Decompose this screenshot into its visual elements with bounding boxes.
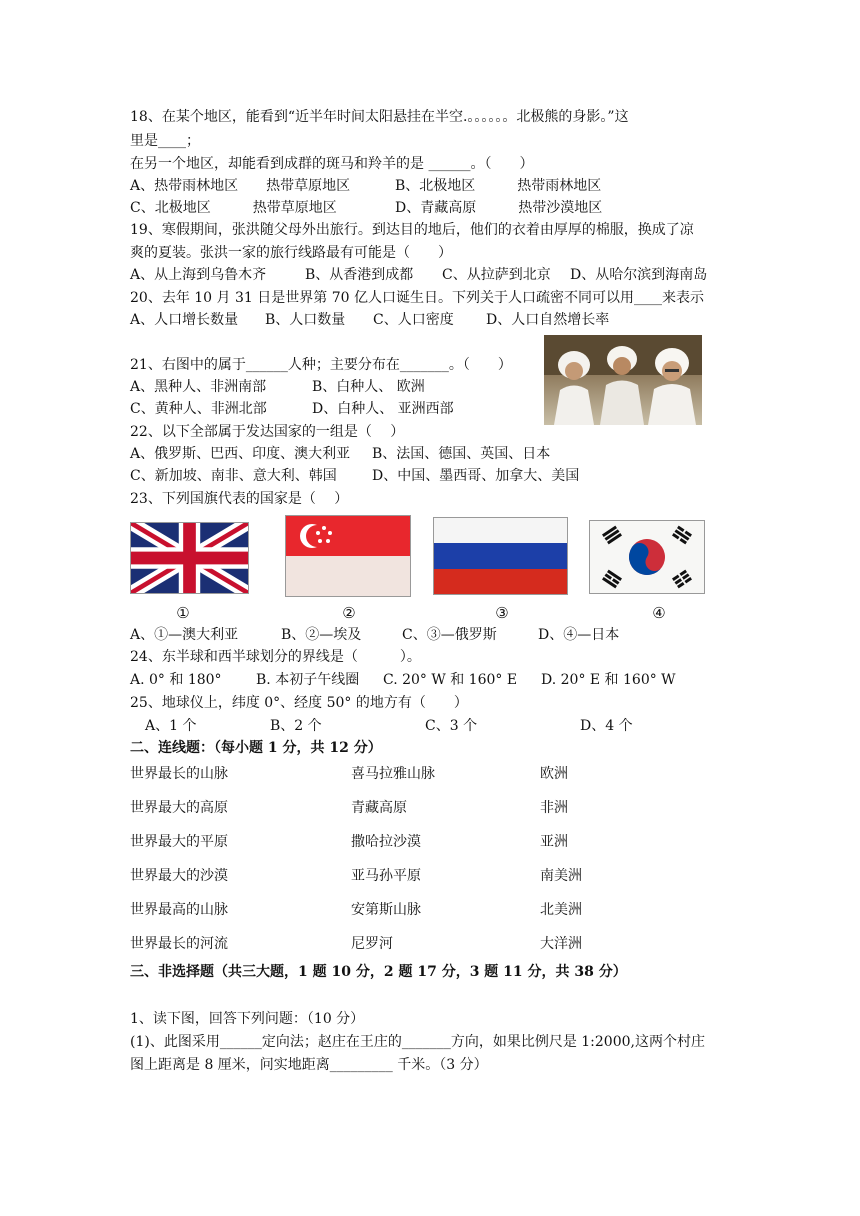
section3-q1-part1-line2: 图上距离是 8 厘米，问实地距离_________ 千米。（3 分） xyxy=(130,1057,488,1073)
section2-heading: 二、连线题：（每小题 1 分，共 12 分） xyxy=(130,740,382,756)
q20-option-a[interactable]: A、人口增长数量 xyxy=(130,312,239,328)
q22-option-b[interactable]: B、法国、德国、英国、日本 xyxy=(372,446,551,462)
match-middle-2[interactable]: 青藏高原 xyxy=(351,800,407,816)
q19-option-a[interactable]: A、从上海到乌鲁木齐 xyxy=(130,267,267,283)
q21-option-b[interactable]: B、白种人、 欧洲 xyxy=(312,379,425,395)
match-right-4[interactable]: 南美洲 xyxy=(540,868,582,884)
q23-option-b[interactable]: B、②—埃及 xyxy=(281,627,362,643)
q18-option-b[interactable]: B、北极地区 热带雨林地区 xyxy=(395,178,602,194)
match-middle-1[interactable]: 喜马拉雅山脉 xyxy=(351,766,435,782)
match-left-6[interactable]: 世界最长的河流 xyxy=(130,936,228,952)
russia-flag xyxy=(433,517,568,595)
uk-flag xyxy=(130,522,249,594)
match-middle-5[interactable]: 安第斯山脉 xyxy=(351,902,421,918)
q19-option-c[interactable]: C、从拉萨到北京 xyxy=(442,267,551,283)
match-middle-3[interactable]: 撒哈拉沙漠 xyxy=(351,834,421,850)
match-right-1[interactable]: 欧洲 xyxy=(540,766,568,782)
section3-q1-stem: 1、读下图，回答下列问题：（10 分） xyxy=(130,1011,365,1027)
q25-stem-line1: 25、地球仪上，纬度 0°、经度 50° 的地方有（ ） xyxy=(130,695,468,711)
q25-option-b[interactable]: B、2 个 xyxy=(270,718,322,734)
match-left-1[interactable]: 世界最长的山脉 xyxy=(130,766,228,782)
q18-stem-line1: 18、在某个地区，能看到“近半年时间太阳悬挂在半空.。。。。。。北极熊的身影。”这 xyxy=(130,109,629,125)
match-left-2[interactable]: 世界最大的高原 xyxy=(130,800,228,816)
q22-option-d[interactable]: D、中国、墨西哥、加拿大、美国 xyxy=(372,468,580,484)
match-left-3[interactable]: 世界最大的平原 xyxy=(130,834,228,850)
korea-flag xyxy=(589,520,705,594)
q22-stem-line1: 22、以下全部属于发达国家的一组是（ ） xyxy=(130,424,405,440)
q18-stem-line2: 里是____； xyxy=(130,133,200,149)
q24-option-a[interactable]: A. 0° 和 180° xyxy=(130,672,222,688)
match-left-4[interactable]: 世界最大的沙漠 xyxy=(130,868,228,884)
q18-stem-line3: 在另一个地区，却能看到成群的斑马和羚羊的是 ______。（ ） xyxy=(130,156,534,172)
q20-option-c[interactable]: C、人口密度 xyxy=(373,312,454,328)
q23-option-a[interactable]: A、①—澳大利亚 xyxy=(130,627,239,643)
match-left-5[interactable]: 世界最高的山脉 xyxy=(130,902,228,918)
q25-option-c[interactable]: C、3 个 xyxy=(425,718,478,734)
q24-option-c[interactable]: C. 20° W 和 160° E xyxy=(383,672,518,688)
q21-option-d[interactable]: D、白种人、 亚洲西部 xyxy=(312,401,454,417)
flag-number-3: ③ xyxy=(495,604,509,622)
singapore-flag xyxy=(285,515,411,597)
q23-stem-line1: 23、下列国旗代表的国家是（ ） xyxy=(130,491,349,507)
q19-option-d[interactable]: D、从哈尔滨到海南岛 xyxy=(570,267,708,283)
q20-option-d[interactable]: D、人口自然增长率 xyxy=(486,312,610,328)
q23-option-c[interactable]: C、③—俄罗斯 xyxy=(402,627,497,643)
q23-option-d[interactable]: D、④—日本 xyxy=(538,627,620,643)
q21-option-a[interactable]: A、黑种人、非洲南部 xyxy=(130,379,267,395)
match-right-3[interactable]: 亚洲 xyxy=(540,834,568,850)
q19-option-b[interactable]: B、从香港到成都 xyxy=(305,267,414,283)
q25-option-d[interactable]: D、4 个 xyxy=(580,718,633,734)
match-right-6[interactable]: 大洋洲 xyxy=(540,936,582,952)
q18-option-d[interactable]: D、青藏高原 热带沙漠地区 xyxy=(395,200,603,216)
q21-option-c[interactable]: C、黄种人、非洲北部 xyxy=(130,401,267,417)
section3-q1-part1-line1: (1)、此图采用______定向法；赵庄在王庄的_______方向，如果比例尺是 1:2000,这两个村庄 xyxy=(130,1034,705,1050)
match-middle-4[interactable]: 亚马孙平原 xyxy=(351,868,421,884)
q19-stem-line1: 19、寒假期间，张洪随父母外出旅行。到达目的地后，他们的衣着由厚厚的棉服，换成了凉 xyxy=(130,222,694,238)
q24-option-d[interactable]: D. 20° E 和 160° W xyxy=(541,672,676,688)
q22-option-a[interactable]: A、俄罗斯、巴西、印度、澳大利亚 xyxy=(130,446,351,462)
q24-stem-line1: 24、东半球和西半球划分的界线是（ ）。 xyxy=(130,649,421,665)
q18-option-c[interactable]: C、北极地区 热带草原地区 xyxy=(130,200,337,216)
q19-stem-line2: 爽的夏装。张洪一家的旅行线路最有可能是（ ） xyxy=(130,245,452,261)
flag-number-1: ① xyxy=(176,604,190,622)
flag-number-2: ② xyxy=(342,604,356,622)
q25-option-a[interactable]: A、1 个 xyxy=(145,718,197,734)
q20-stem-line1: 20、去年 10 月 31 日是世界第 70 亿人口诞生日。下列关于人口疏密不同可以用____来表示 xyxy=(130,290,704,306)
people-illustration xyxy=(544,335,702,425)
q22-option-c[interactable]: C、新加坡、南非、意大利、韩国 xyxy=(130,468,337,484)
q21-stem-line1: 21、右图中的属于______人种；主要分布在_______。（ ） xyxy=(130,357,512,373)
flag-number-4: ④ xyxy=(652,604,666,622)
section3-heading: 三、非选择题（共三大题，1 题 10 分，2 题 17 分，3 题 11 分，共 38 分） xyxy=(130,964,627,980)
q20-option-b[interactable]: B、人口数量 xyxy=(265,312,346,328)
match-middle-6[interactable]: 尼罗河 xyxy=(351,936,393,952)
q18-option-a[interactable]: A、热带雨林地区 热带草原地区 xyxy=(130,178,351,194)
match-right-5[interactable]: 北美洲 xyxy=(540,902,582,918)
match-right-2[interactable]: 非洲 xyxy=(540,800,568,816)
q24-option-b[interactable]: B. 本初子午线圈 xyxy=(256,672,360,688)
people-photo xyxy=(544,335,702,425)
